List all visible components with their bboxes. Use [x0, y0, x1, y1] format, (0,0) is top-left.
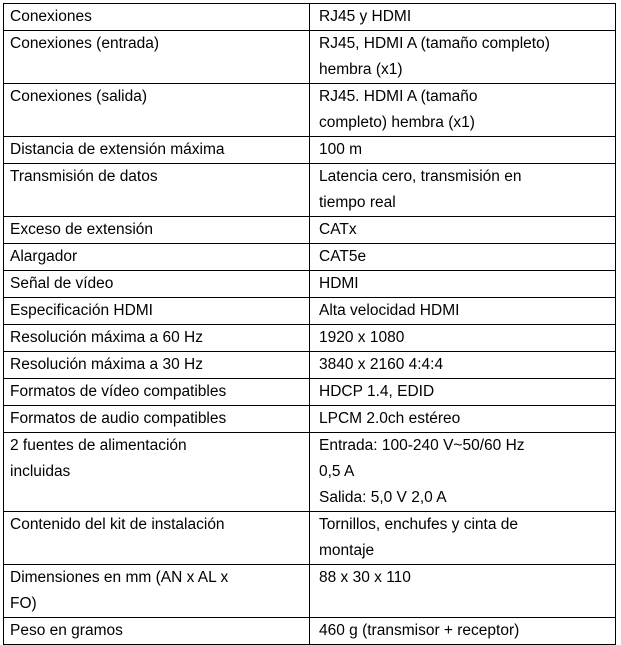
spec-value: LPCM 2.0ch estéreo — [310, 406, 616, 433]
spec-label: Alargador — [4, 244, 310, 271]
spec-value: 460 g (transmisor + receptor) — [310, 618, 616, 645]
spec-value: Latencia cero, transmisión en tiempo real — [310, 164, 616, 217]
spec-value: 1920 x 1080 — [310, 325, 616, 352]
spec-value: CATx — [310, 217, 616, 244]
spec-label: Conexiones — [4, 4, 310, 31]
spec-label: Peso en gramos — [4, 618, 310, 645]
table-row — [4, 4, 616, 31]
spec-label: Formatos de vídeo compatibles — [4, 379, 310, 406]
spec-table — [3, 3, 616, 645]
spec-label: Contenido del kit de instalación — [4, 512, 310, 565]
table-row — [4, 379, 616, 406]
table-row — [4, 244, 616, 271]
spec-value: Alta velocidad HDMI — [310, 298, 616, 325]
table-row — [4, 137, 616, 164]
spec-label: Conexiones (entrada) — [4, 31, 310, 84]
spec-value: 100 m — [310, 137, 616, 164]
spec-value: RJ45, HDMI A (tamaño completo) hembra (x1) — [310, 31, 616, 84]
spec-value: RJ45. HDMI A (tamaño completo) hembra (x1) — [310, 84, 616, 137]
spec-label: Exceso de extensión — [4, 217, 310, 244]
spec-value: HDMI — [310, 271, 616, 298]
spec-label: Dimensiones en mm (AN x AL x FO) — [4, 565, 310, 618]
spec-label: Formatos de audio compatibles — [4, 406, 310, 433]
table-row — [4, 271, 616, 298]
spec-value: HDCP 1.4, EDID — [310, 379, 616, 406]
spec-label: 2 fuentes de alimentación incluidas — [4, 433, 310, 512]
spec-value: Entrada: 100-240 V~50/60 Hz 0,5 A Salida: 5,0 V 2,0 A — [310, 433, 616, 512]
spec-value: Tornillos, enchufes y cinta de montaje — [310, 512, 616, 565]
spec-label: Resolución máxima a 60 Hz — [4, 325, 310, 352]
spec-label: Transmisión de datos — [4, 164, 310, 217]
spec-value: CAT5e — [310, 244, 616, 271]
spec-label: Distancia de extensión máxima — [4, 137, 310, 164]
spec-label: Resolución máxima a 30 Hz — [4, 352, 310, 379]
spec-label: Conexiones (salida) — [4, 84, 310, 137]
spec-value: 88 x 30 x 110 — [310, 565, 616, 618]
table-row — [4, 433, 616, 512]
table-row — [4, 406, 616, 433]
table-row — [4, 217, 616, 244]
spec-label: Señal de vídeo — [4, 271, 310, 298]
table-row — [4, 565, 616, 618]
table-row — [4, 352, 616, 379]
spec-label: Especificación HDMI — [4, 298, 310, 325]
spec-value: 3840 x 2160 4:4:4 — [310, 352, 616, 379]
table-row — [4, 298, 616, 325]
table-row — [4, 618, 616, 645]
table-row — [4, 325, 616, 352]
table-row — [4, 512, 616, 565]
table-row — [4, 164, 616, 217]
table-row — [4, 31, 616, 84]
table-row — [4, 84, 616, 137]
spec-value: RJ45 y HDMI — [310, 4, 616, 31]
